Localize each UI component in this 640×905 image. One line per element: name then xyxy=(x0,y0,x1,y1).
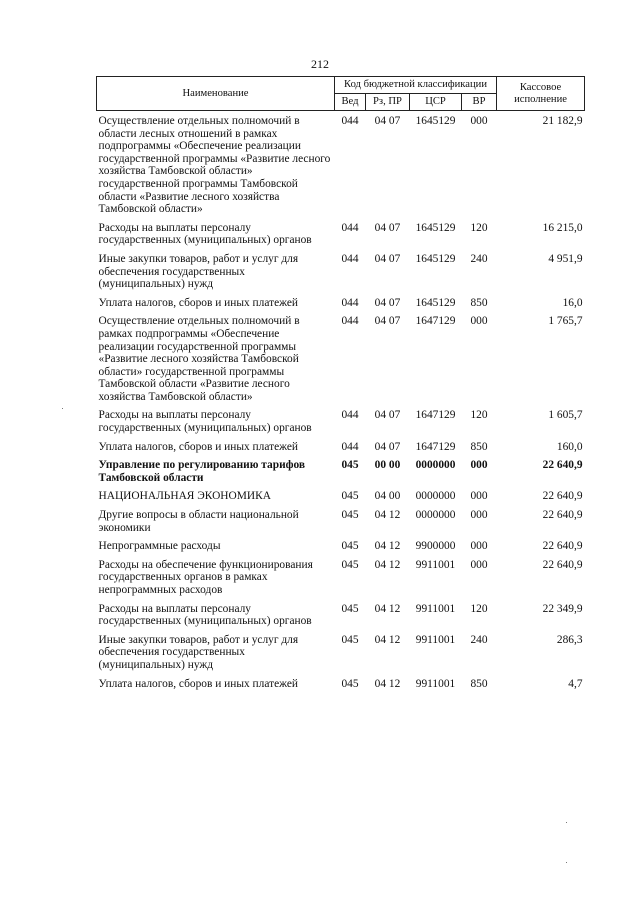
table-row xyxy=(97,315,585,409)
row-sum: 1 765,7 xyxy=(548,315,583,328)
row-name: Уплата налогов, сборов и иных платежей xyxy=(98,440,298,453)
row-vr: 850 xyxy=(470,440,488,453)
row-csr: 9900000 xyxy=(415,540,456,553)
row-name: Управление по регулированию тарифов Тамбовской области xyxy=(98,459,306,484)
budget-table xyxy=(96,76,585,696)
row-rz-pr: 04 07 xyxy=(374,296,401,309)
page-number: 212 xyxy=(311,57,329,71)
table-row xyxy=(97,603,585,634)
row-csr: 1645129 xyxy=(415,115,456,127)
scan-speck xyxy=(566,862,567,863)
row-name: Расходы на выплаты персоналу государственных (муниципальных) органов xyxy=(98,221,312,247)
row-name: Иные закупки товаров, работ и услуг для обеспечения государственных (муниципальных) нужд xyxy=(98,633,299,671)
row-csr: 9911001 xyxy=(415,602,456,615)
row-csr: 0000000 xyxy=(415,509,456,522)
table-row xyxy=(97,634,585,678)
row-rz-pr: 04 07 xyxy=(374,315,401,328)
row-sum: 16,0 xyxy=(562,296,583,309)
table-header xyxy=(97,77,585,111)
row-rz-pr: 04 12 xyxy=(374,677,401,690)
table-row xyxy=(97,253,585,297)
row-vr: 000 xyxy=(470,459,488,472)
row-csr: 9911001 xyxy=(415,558,456,571)
row-rz-pr: 04 00 xyxy=(374,490,401,503)
table-row xyxy=(97,490,585,509)
row-sum: 22 349,9 xyxy=(542,602,583,615)
row-sum: 22 640,9 xyxy=(542,490,583,503)
row-name: Иные закупки товаров, работ и услуг для обеспечения государственных (муниципальных) нужд xyxy=(98,252,299,291)
row-vr: 000 xyxy=(470,540,488,553)
table-row xyxy=(97,222,585,253)
table-body xyxy=(97,111,585,697)
header-ved: Вед xyxy=(335,94,366,111)
row-ved: 045 xyxy=(341,602,359,615)
row-vr: 850 xyxy=(470,296,488,309)
row-name: Расходы на обеспечение функционирования государственных органов в рамках непрограммных расходов xyxy=(98,558,313,596)
row-ved: 044 xyxy=(341,296,359,309)
row-vr: 120 xyxy=(470,221,488,234)
row-sum: 22 640,9 xyxy=(542,459,583,472)
row-sum: 4,7 xyxy=(568,677,583,690)
row-name: НАЦИОНАЛЬНАЯ ЭКОНОМИКА xyxy=(98,490,271,503)
row-name: Расходы на выплаты персоналу государственных (муниципальных) органов xyxy=(98,602,312,628)
row-name: Уплата налогов, сборов и иных платежей xyxy=(98,296,298,309)
row-csr: 1645129 xyxy=(415,296,456,309)
row-ved: 044 xyxy=(341,440,359,453)
row-ved: 044 xyxy=(341,409,359,422)
row-rz-pr: 04 07 xyxy=(374,440,401,453)
row-csr: 0000000 xyxy=(415,490,456,503)
row-ved: 045 xyxy=(341,459,359,472)
scan-speck xyxy=(62,408,63,409)
row-vr: 240 xyxy=(470,633,488,646)
row-ved: 045 xyxy=(341,677,359,690)
row-vr: 000 xyxy=(470,315,488,328)
row-csr: 1647129 xyxy=(415,409,456,422)
row-sum: 22 640,9 xyxy=(542,540,583,553)
row-csr: 1645129 xyxy=(415,252,456,265)
row-rz-pr: 04 07 xyxy=(374,221,401,234)
row-ved: 044 xyxy=(341,252,359,265)
row-name: Непрограммные расходы xyxy=(98,540,221,553)
row-rz-pr: 04 12 xyxy=(374,558,401,571)
row-vr: 000 xyxy=(470,509,488,522)
row-rz-pr: 04 12 xyxy=(374,509,401,522)
row-ved: 044 xyxy=(341,115,359,127)
row-name: Другие вопросы в области национальной экономики xyxy=(98,509,299,534)
row-ved: 045 xyxy=(341,490,359,503)
row-vr: 000 xyxy=(470,558,488,571)
row-csr: 0000000 xyxy=(415,459,456,472)
row-vr: 000 xyxy=(470,115,488,127)
row-rz-pr: 04 07 xyxy=(374,252,401,265)
row-rz-pr: 00 00 xyxy=(374,459,401,472)
table-row xyxy=(97,111,585,222)
row-rz-pr: 04 07 xyxy=(374,115,401,127)
table-row xyxy=(97,559,585,603)
header-code-group: Код бюджетной классификации xyxy=(335,77,497,94)
header-name: Наименование xyxy=(97,77,335,111)
row-csr: 1647129 xyxy=(415,440,456,453)
row-csr: 9911001 xyxy=(415,677,456,690)
row-vr: 120 xyxy=(470,409,488,422)
row-vr: 120 xyxy=(470,602,488,615)
row-ved: 044 xyxy=(341,315,359,328)
row-sum: 1 605,7 xyxy=(548,409,583,422)
header-rz-pr: Рз, ПР xyxy=(366,94,410,111)
header-vr: ВР xyxy=(462,94,497,111)
row-sum: 286,3 xyxy=(556,633,583,646)
table-row xyxy=(97,509,585,540)
row-name: Осуществление отдельных полномочий в рамках подпрограммы «Обеспечение реализации государственной программы «Развитие лесного хозяйства Тамбовской области» государственной программы Тамбовской области «Развитие лесного хозяйства Тамбовской области» xyxy=(98,315,300,403)
row-rz-pr: 04 12 xyxy=(374,540,401,553)
row-name: Уплата налогов, сборов и иных платежей xyxy=(98,677,298,690)
table-row xyxy=(97,441,585,460)
row-csr: 1645129 xyxy=(415,221,456,234)
row-rz-pr: 04 12 xyxy=(374,633,401,646)
row-ved: 045 xyxy=(341,558,359,571)
row-ved: 045 xyxy=(341,633,359,646)
row-name: Осуществление отдельных полномочий в области лесных отношений в рамках подпрограммы «Обеспечение реализации государственной программы «Развитие лесного хозяйства Тамбовской области» государственной программы Тамбовской области «Развитие лесного хозяйства Тамбовской области» xyxy=(98,115,331,216)
row-sum: 21 182,9 xyxy=(542,115,583,127)
row-vr: 000 xyxy=(470,490,488,503)
table-row xyxy=(97,409,585,440)
row-sum: 16 215,0 xyxy=(542,221,583,234)
table-row xyxy=(97,540,585,559)
row-name: Расходы на выплаты персоналу государственных (муниципальных) органов xyxy=(98,409,312,435)
row-rz-pr: 04 12 xyxy=(374,602,401,615)
row-sum: 22 640,9 xyxy=(542,558,583,571)
row-ved: 045 xyxy=(341,540,359,553)
scan-speck xyxy=(566,822,567,823)
row-sum: 4 951,9 xyxy=(548,252,583,265)
row-csr: 1647129 xyxy=(415,315,456,328)
header-sum: Кассовое исполнение xyxy=(497,77,585,111)
row-vr: 240 xyxy=(470,252,488,265)
table-row xyxy=(97,678,585,697)
row-ved: 045 xyxy=(341,509,359,522)
table-row xyxy=(97,297,585,316)
row-sum: 22 640,9 xyxy=(542,509,583,522)
row-rz-pr: 04 07 xyxy=(374,409,401,422)
row-vr: 850 xyxy=(470,677,488,690)
table-row xyxy=(97,459,585,490)
row-csr: 9911001 xyxy=(415,633,456,646)
row-sum: 160,0 xyxy=(556,440,583,453)
row-ved: 044 xyxy=(341,221,359,234)
header-csr: ЦСР xyxy=(410,94,462,111)
